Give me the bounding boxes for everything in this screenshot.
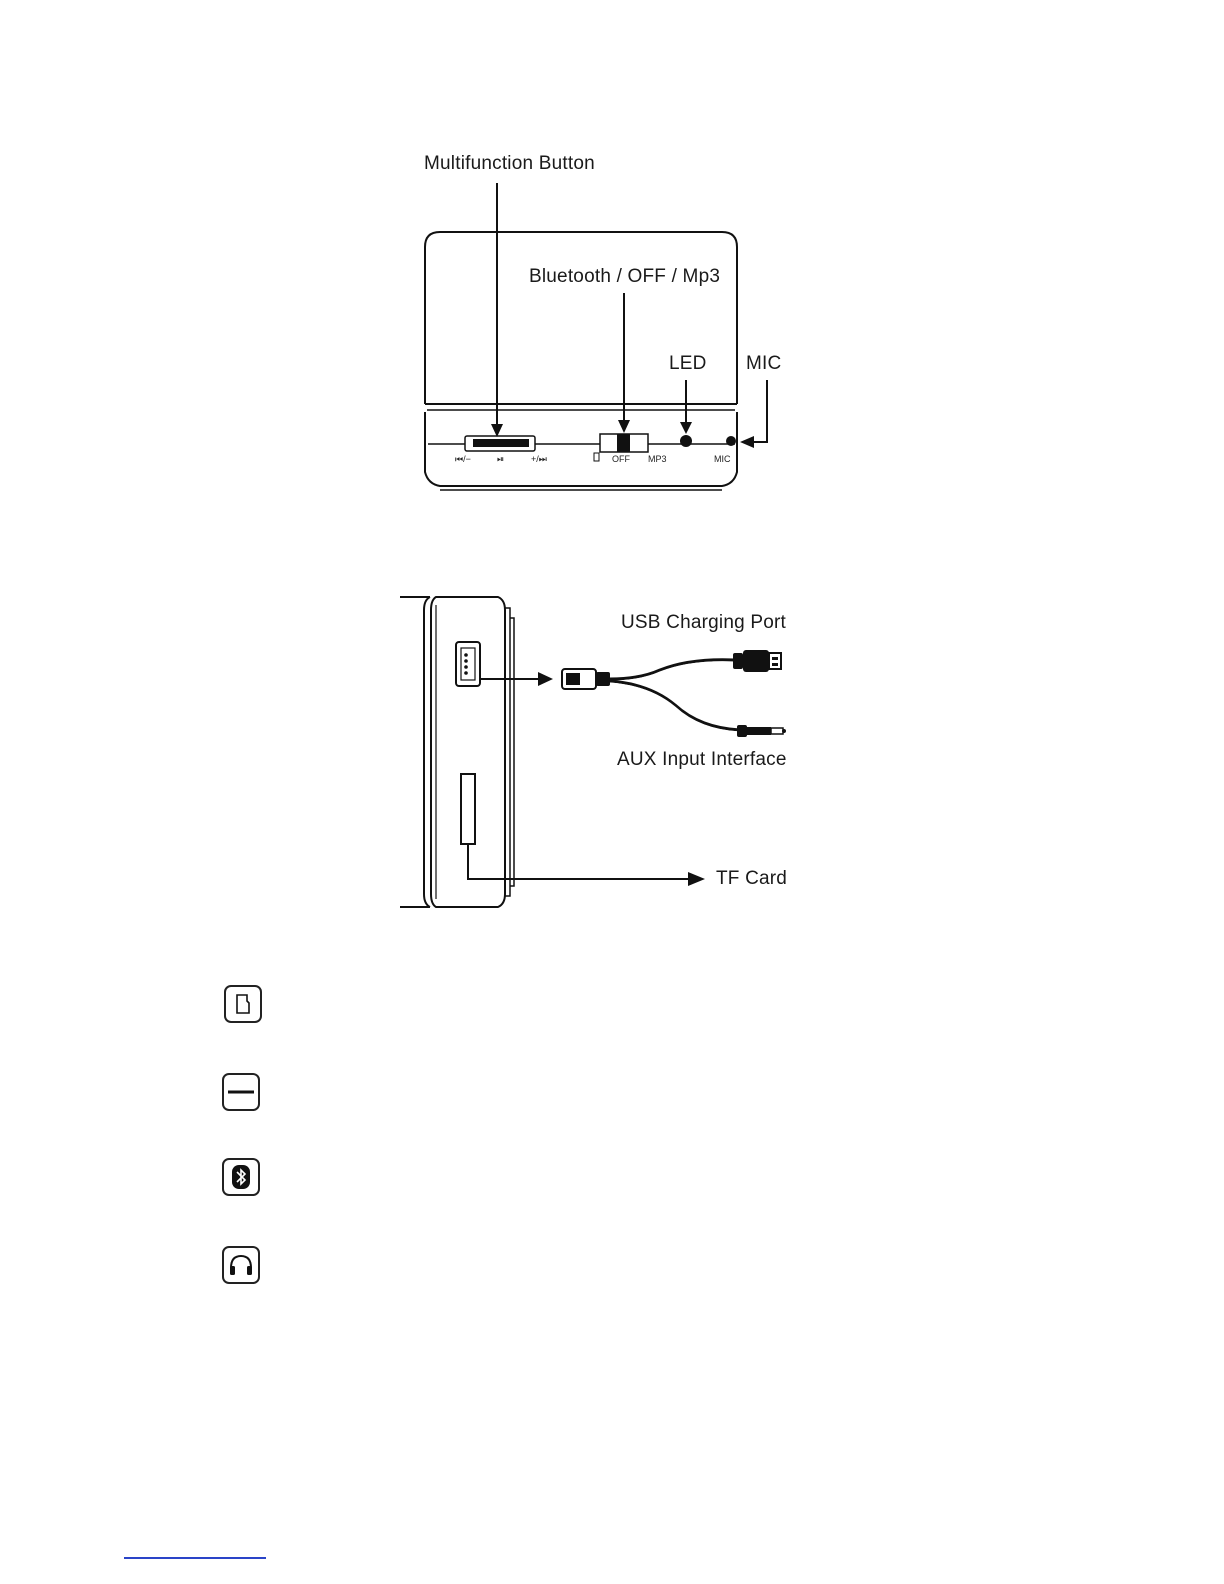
side-view-diagram	[0, 560, 1224, 940]
speaker-side-drawing	[0, 560, 1224, 940]
led-label: LED	[669, 353, 707, 374]
top-view-diagram	[0, 0, 1224, 520]
panel-mark-mp3: MP3	[648, 454, 667, 464]
mic-label: MIC	[746, 353, 782, 374]
multifunction-button-label: Multifunction Button	[424, 153, 595, 174]
bluetooth-icon	[222, 1158, 260, 1196]
tf-card-label: TF Card	[716, 868, 788, 889]
usb-charging-port-label: USB Charging Port	[621, 612, 786, 633]
aux-input-label: AUX Input Interface	[617, 749, 787, 770]
panel-mark-mic: MIC	[714, 454, 731, 464]
line-in-icon	[222, 1073, 260, 1111]
tf-card-icon	[224, 985, 262, 1023]
led-dot	[680, 435, 692, 447]
mic-dot	[726, 436, 736, 446]
panel-mark-next: +/⏭	[531, 454, 547, 464]
speaker-body-outline	[425, 232, 737, 404]
mode-switch-label: Bluetooth / OFF / Mp3	[529, 266, 721, 287]
y-cable-drawing	[562, 650, 786, 737]
panel-mark-off: OFF	[612, 454, 630, 464]
speaker-front-drawing	[0, 0, 1224, 520]
panel-mark-play: ⏯	[497, 454, 505, 464]
tf-slot-shape	[461, 774, 475, 844]
panel-mark-prev: ⏮/−	[455, 454, 471, 464]
footer-divider-line	[124, 1557, 266, 1559]
headphones-icon	[222, 1246, 260, 1284]
panel-bluetooth-mark	[594, 453, 599, 461]
